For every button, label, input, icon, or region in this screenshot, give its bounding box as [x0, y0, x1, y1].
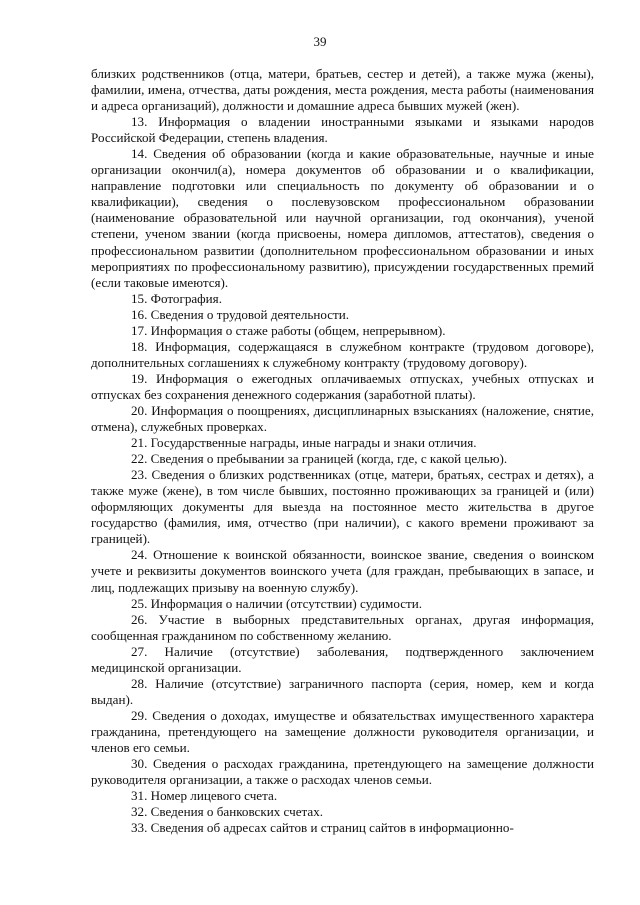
list-item: 31. Номер лицевого счета. [131, 788, 278, 804]
list-item: 13. Информация о владении иностранными языками и языками народов Российской Федерации, степень владения. [91, 114, 594, 146]
list-item: 19. Информация о ежегодных оплачиваемых отпусках, учебных отпусках и отпусках без сохранения денежного содержания (заработной платы). [91, 370, 594, 402]
list-item: 24. Отношение к воинской обязанности, воинское звание, сведения о воинском учете и реквизиты документов воинского учета (для граждан, пребывающих в запасе, и лиц, подлежащих призыву на военную службу). [91, 547, 594, 595]
page-number: 39 [313, 34, 327, 49]
list-item: 17. Информация о стаже работы (общем, непрерывном). [131, 322, 446, 338]
list-item: 20. Информация о поощрениях, дисциплинарных взысканиях (наложение, снятие, отмена), служебных проверках. [91, 402, 594, 435]
document-body [91, 66, 594, 836]
list-item: 29. Сведения о доходах, имуществе и обязательствах имущественного характера гражданина, претендующего на замещение должности руководителя организации, и членов его семьи. [91, 707, 594, 755]
list-item: 18. Информация, содержащаяся в служебном контракте (трудовом договоре), дополнительных соглашениях к служебному контракту (трудовому договору). [91, 338, 594, 370]
list-item: 22. Сведения о пребывании за границей (когда, где, с какой целью). [131, 451, 508, 467]
list-item: 25. Информация о наличии (отсутствии) судимости. [131, 595, 423, 611]
list-item: 27. Наличие (отсутствие) заболевания, подтвержденного заключением медицинской организации. [91, 643, 594, 675]
list-item: 21. Государственные награды, иные награды и знаки отличия. [131, 435, 477, 451]
list-item: 33. Сведения об адресах сайтов и страниц сайтов в информационно- [131, 820, 514, 836]
list-item: 32. Сведения о банковских счетах. [131, 804, 324, 820]
paragraph-continuation: близких родственников (отца, матери, братьев, сестер и детей), а также мужа (жены), фамилии, имена, отчества, даты рождения, места рождения, места работы (наименования и адреса организаций), должности и домашние адреса бывших мужей (жен). [91, 66, 594, 114]
list-item: 26. Участие в выборных представительных органах, другая информация, сообщенная гражданином по собственному желанию. [91, 611, 594, 643]
list-item: 30. Сведения о расходах гражданина, претендующего на замещение должности руководителя организации, а также о расходах членов семьи. [91, 756, 594, 788]
list-item: 16. Сведения о трудовой деятельности. [131, 306, 350, 322]
list-item: 14. Сведения об образовании (когда и какие образовательные, научные и иные организации окончил(а), номера документов об образовании и о квалификации, направление подготовки или специальность по документу об образовании и о квалификации), сведения о послевузовском профессиональном образовании (наименование образовательной или научной организации, год окончания), ученой степени, ученом звании (когда присвоены, номера дипломов, аттестатов), сведения о профессиональном развитии (дополнительном профессиональном образовании и иных мероприятиях по профессиональному развитию), присуждении государственных премий (если таковые имеются). [91, 146, 594, 290]
list-item: 28. Наличие (отсутствие) заграничного паспорта (серия, номер, кем и когда выдан). [91, 675, 594, 707]
list-item: 15. Фотография. [131, 290, 222, 306]
list-item: 23. Сведения о близких родственниках (отце, матери, братьях, сестрах и детях), а также муже (жене), в том числе бывших, постоянно проживающих за границей и (или) оформляющих документы для выезда на постоянное место жительства в другое государство (фамилия, имя, отчество (при наличии), с какого времени проживают за границей). [91, 467, 594, 547]
